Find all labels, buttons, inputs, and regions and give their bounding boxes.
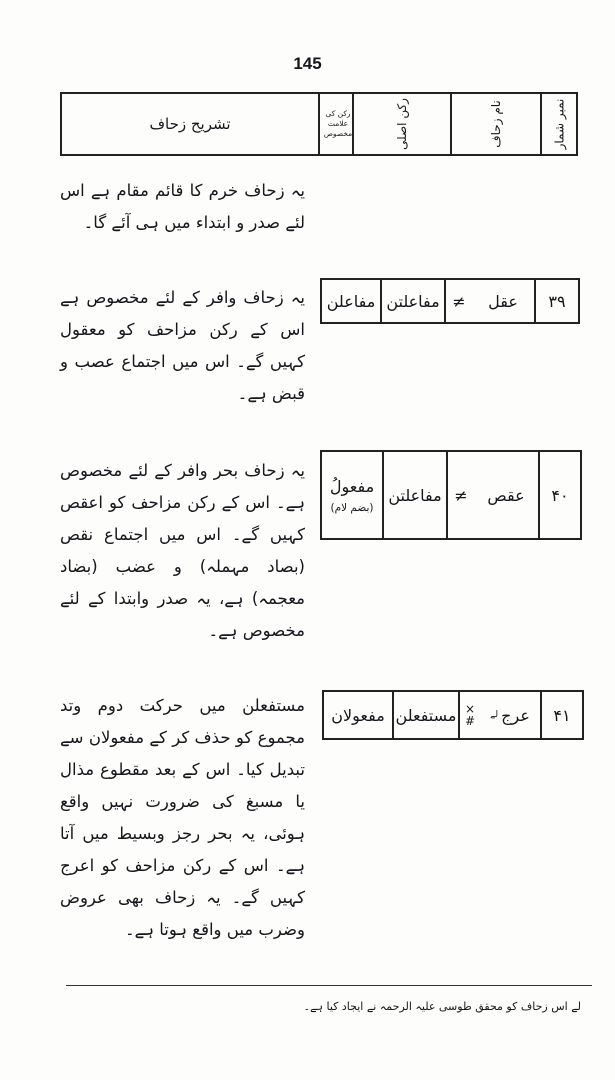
row-result: مفعولُ [329,476,375,496]
row-result-note: (بضم لام) [330,501,374,514]
row-41-explanation: مستفعلن میں حرکت دوم وتد مجموع کو حذف کر کے مفعولان سے تبدیل کیا۔ اس کے بعد مقطوع مذال یا مسبغ کی ضرورت نہیں واقع ہوئی، یہ بحر رجز وبسیط میں آتا ہے۔ اس کے رکن مزاحف کو اعرج کہیں گے۔ یہ زحاف بھی عروض وضرب میں واقع ہوتا ہے۔ [60,696,305,939]
row-original: مستفعلن [395,705,457,725]
table-row-41 [322,690,584,740]
footnote-divider [66,985,592,986]
row-original: مفاعلتن [386,291,440,311]
row-mark: ≠ [452,291,466,311]
row-name: عقص [487,485,525,505]
header-table [60,92,578,156]
header-serial: نمبر شمار [552,98,566,150]
row-name-wrap [480,692,540,738]
table-row-39 [320,278,580,324]
header-original-rukn: رکن اصلی [395,98,409,150]
intro-text: یہ زحاف خرم کا قائم مقام ہے اس لئے صدر و ابتداء میں ہی آئے گا۔ [60,181,305,232]
row-39-explanation: یہ زحاف وافر کے لئے مخصوص ہے اس کے رکن مزاحف کو معقول کہیں گے۔ اس میں اجتماع عصب و قبض ہے۔ [60,288,305,403]
header-name: نام زحاف [489,100,503,148]
row-serial: ۴۰ [551,485,569,505]
row-mark: ≠ [454,485,468,505]
footnote: لے اس زحاف کو محقق طوسی علیہ الرحمہ نے ایجاد کیا ہے۔ [303,1000,581,1013]
row-name: عقل [488,291,518,311]
row-serial: ۳۹ [548,291,566,311]
row-result: مفعولان [331,705,385,725]
footnote-marker: لے [490,710,499,720]
table-row-40 [320,450,582,540]
header-mark: رکن کی علامت مخصوص [323,109,353,138]
page-number: 145 [293,54,322,73]
row-mark: × # [464,702,476,728]
row-result-wrap [322,452,382,538]
row-40-explanation: یہ زحاف بحر وافر کے لئے مخصوص ہے۔ اس کے رکن مزاحف کو اعقص کہیں گے۔ اس میں اجتماع نقص (بصاد مہملہ) و عضب (بضاد معجمہ) ہے، یہ صدر وابتدا کے لئے مخصوص ہے۔ [60,461,305,640]
row-name: عرج [501,705,530,725]
row-result: مفاعلن [326,291,376,311]
row-original: مفاعلتن [388,485,442,505]
row-serial: ۴۱ [553,705,571,725]
header-explanation: تشریح زحاف [149,115,231,133]
